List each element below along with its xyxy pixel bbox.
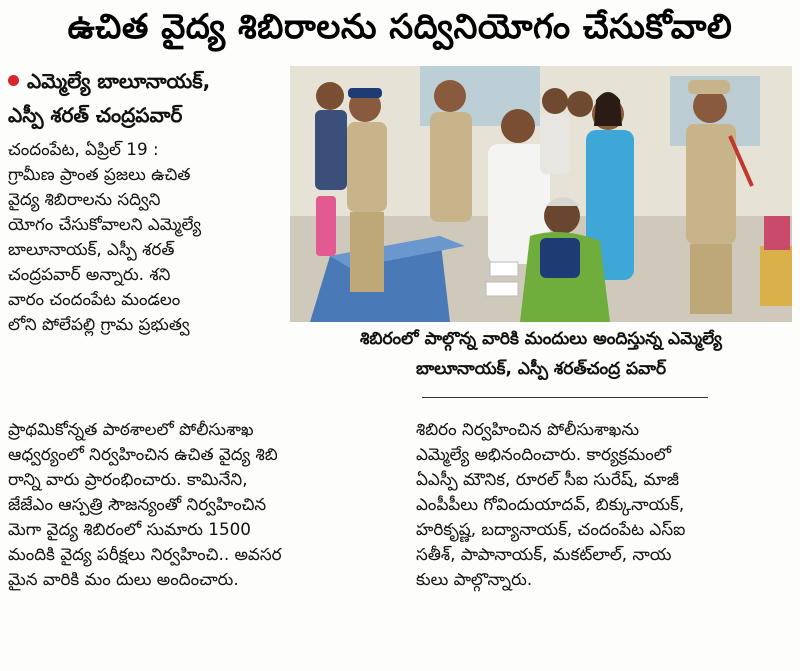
caption-divider — [422, 397, 708, 398]
text-line: ఏఎస్పీ మౌనిక, రూరల్ సీఐ సురేష్, మాజీ — [416, 469, 679, 489]
text-line: శిబిరం నిర్వహించిన పోలీసుశాఖను — [416, 419, 640, 439]
headline: ఉచిత వైద్య శిబిరాలను సద్వినియోగం చేసుకోవాలి — [67, 7, 733, 47]
text-line: ఎమ్మెల్యే అభినందించారు. కార్యక్రమంలో — [416, 444, 671, 464]
red-bullet-icon — [8, 75, 19, 86]
text-line: రాన్ని వారు ప్రారంభించారు. కామినేని, — [8, 469, 248, 489]
text-line: మైన వారికి మం దులు అందించారు. — [8, 569, 239, 589]
text-line: జేజేఎం ఆస్పత్రి సౌజన్యంతో నిర్వహించిన — [8, 494, 267, 514]
text-line: మందికి వైద్య పరీక్షలు నిర్వహించి.. అవసర — [8, 544, 282, 564]
text-line: గ్రామీణ ప్రాంత ప్రజలు ఉచిత — [8, 164, 191, 184]
byline-text-1: ఎమ్మెల్యే బాలూనాయక్, — [27, 69, 211, 93]
text-line: వారం చందంపేట మండలం — [8, 289, 181, 309]
text-line: కులు పాల్గొన్నారు. — [416, 569, 533, 589]
text-line: హరికృష్ణ, బద్యానాయక్, చందంపేట ఎస్ఐ — [416, 519, 686, 539]
text-line: ఎంపీపీలు గోవిందుయాదవ్, బిక్కునాయక్, — [416, 494, 685, 514]
text-line: చందంపేట, ఏప్రిల్ 19 : — [8, 139, 159, 159]
article-column-1-bottom — [8, 417, 396, 592]
text-line: సతీశ్, పాపానాయక్, మకట్‌లాల్, నాయ — [416, 544, 672, 564]
text-line: ప్రాథమికోన్నత పాఠశాలలో పోలీసుశాఖ — [8, 419, 254, 439]
medical-camp-photo — [290, 66, 792, 322]
photo-caption — [290, 324, 792, 384]
text-line: లోని పోలేపల్లి గ్రామ ప్రభుత్వ — [8, 314, 190, 334]
text-line: యోగం చేసుకోవాలని ఎమ్మెల్యే — [8, 214, 202, 234]
news-photo — [290, 66, 792, 322]
text-line: బాలూనాయక్, ఎస్పీ శరత్ — [8, 239, 175, 259]
text-line: చంద్రపవార్ అన్నారు. శని — [8, 264, 171, 284]
article-column-1-top — [8, 137, 284, 337]
text-line: మెగా వైద్య శిబిరంలో సుమారు 1500 — [8, 519, 251, 539]
caption-line-2: బాలూనాయక్, ఎస్పీ శరత్‌చంద్ర పవార్ — [415, 359, 667, 379]
text-line: వైద్య శిబిరాలను సద్విని — [8, 189, 161, 209]
byline — [8, 64, 290, 132]
text-line: ఆధ్వర్యంలో నిర్వహించిన ఉచిత వైద్య శిబి — [8, 444, 278, 464]
article-column-2 — [416, 417, 794, 592]
caption-line-1: శిబిరంలో పాల్గొన్న వారికి మందులు అందిస్తున్న ఎమ్మెల్యే — [360, 329, 722, 349]
byline-line-1 — [8, 64, 290, 98]
byline-line-2: ఎస్పీ శరత్ చంద్రపవార్ — [8, 103, 183, 127]
